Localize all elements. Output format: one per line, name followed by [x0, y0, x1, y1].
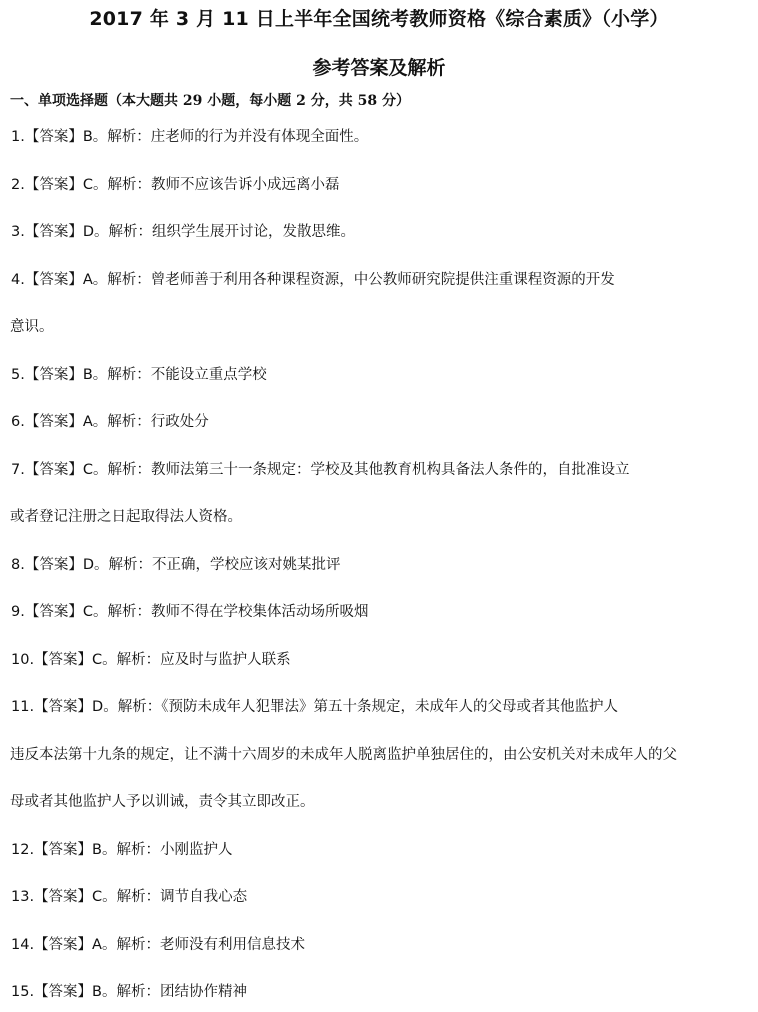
answer-line-7-continued: 或者登记注册之日起取得法人资格。: [10, 509, 242, 525]
answer-line-5: 5.【答案】B。解析：不能设立重点学校: [11, 367, 267, 383]
answer-line-12: 12.【答案】B。解析：小刚监护人: [11, 842, 233, 858]
answer-line-13: 13.【答案】C。解析：调节自我心态: [11, 889, 248, 905]
answer-line-11-continued-1: 违反本法第十九条的规定，让不满十六周岁的未成年人脱离监护单独居住的，由公安机关对未成年人的父: [10, 747, 677, 763]
answer-line-15: 15.【答案】B。解析：团结协作精神: [11, 984, 248, 1000]
answer-line-7: 7.【答案】C。解析：教师法第三十一条规定：学校及其他教育机构具备法人条件的，自批准设立: [11, 462, 630, 478]
answer-line-3: 3.【答案】D。解析：组织学生展开讨论，发散思维。: [11, 224, 355, 240]
answer-line-10: 10.【答案】C。解析：应及时与监护人联系: [11, 652, 291, 668]
answer-line-9: 9.【答案】C。解析：教师不得在学校集体活动场所吸烟: [11, 604, 369, 620]
answer-line-8: 8.【答案】D。解析：不正确，学校应该对姚某批评: [11, 557, 341, 573]
answer-line-4-continued: 意识。: [10, 319, 54, 335]
answer-line-1: 1.【答案】B。解析：庄老师的行为并没有体现全面性。: [11, 129, 369, 145]
answer-line-11-continued-2: 母或者其他监护人予以训诫，责令其立即改正。: [10, 794, 315, 810]
document-subtitle: 参考答案及解析: [312, 57, 446, 79]
answer-line-14: 14.【答案】A。解析：老师没有利用信息技术: [11, 937, 305, 953]
answer-line-4: 4.【答案】A。解析：曾老师善于利用各种课程资源，中公教师研究院提供注重课程资源的开发: [11, 272, 615, 288]
section-heading: 一、单项选择题（本大题共 29 小题，每小题 2 分，共 58 分）: [10, 93, 410, 109]
answer-line-11: 11.【答案】D。解析：《预防未成年人犯罪法》第五十条规定，未成年人的父母或者其他监护人: [11, 699, 618, 715]
answer-line-6: 6.【答案】A。解析：行政处分: [11, 414, 209, 430]
answer-line-2: 2.【答案】C。解析：教师不应该告诉小成远离小磊: [11, 177, 340, 193]
document-title: 2017 年 3 月 11 日上半年全国统考教师资格《综合素质》（小学）: [89, 8, 669, 30]
